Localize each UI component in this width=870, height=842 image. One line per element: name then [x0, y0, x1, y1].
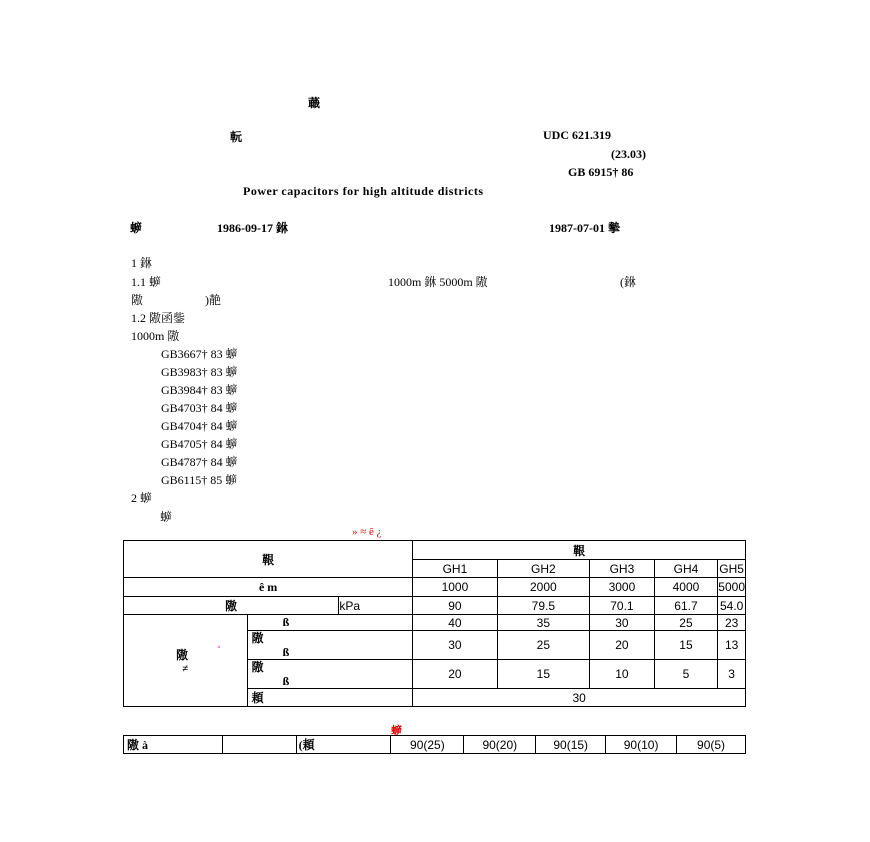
- table-cell: 20: [590, 631, 655, 660]
- standard-item: GB4704† 84 蝷: [161, 419, 238, 433]
- table-cell-empty: [222, 736, 296, 754]
- clause-1-2: 1.2 隞函鈭: [131, 311, 186, 325]
- row-label-text: 隞: [251, 631, 264, 645]
- table-cell: 90(10): [606, 736, 677, 754]
- table-cell: 90: [413, 597, 497, 615]
- row-label-annual: [247, 660, 413, 689]
- table-cell: 40: [413, 615, 497, 631]
- column-header: GH4: [654, 560, 718, 578]
- table-cell: 4000: [654, 578, 718, 597]
- table-cell: 90(15): [536, 736, 606, 754]
- row-label-max: ß: [247, 615, 413, 631]
- standard-item: GB3667† 83 蝷: [161, 347, 238, 361]
- standard-item: GB4703† 84 蝷: [161, 401, 238, 415]
- udc-subcode: (23.03): [611, 147, 646, 161]
- table-cell: 1000: [413, 578, 497, 597]
- table-cell: 5: [654, 660, 718, 689]
- section-2-subheading: 蝷: [160, 510, 173, 524]
- table-cell: 25: [654, 615, 718, 631]
- table-cell: 54.0: [718, 597, 746, 615]
- row-label-unit: ß: [282, 645, 290, 659]
- row-unit-pressure: kPa: [339, 597, 413, 615]
- humidity-table: [123, 735, 746, 754]
- row-label-humidity: 隞 à: [124, 736, 223, 754]
- clause-1-1-altitude: 1000m 銝 5000m 隞: [388, 275, 488, 289]
- table-cell: 13: [718, 631, 746, 660]
- row-label-daily: [247, 631, 413, 660]
- column-header: GH1: [413, 560, 497, 578]
- table-1-caption: » ≈ ê ¿: [352, 526, 382, 538]
- table-cell: 15: [497, 660, 590, 689]
- row-label-altitude: ê m: [124, 578, 413, 597]
- table-cell: 30: [413, 631, 497, 660]
- table-cell: 5000: [718, 578, 746, 597]
- udc-code: UDC 621.319: [543, 128, 611, 142]
- table-cell: 10: [590, 660, 655, 689]
- table-cell: 3000: [590, 578, 655, 597]
- table-cell: 25: [497, 631, 590, 660]
- section-1-heading: 1 銝: [131, 256, 153, 270]
- group-mark: °: [217, 644, 221, 653]
- table-cell: 70.1: [590, 597, 655, 615]
- table-cell: 2000: [497, 578, 590, 597]
- section-2-heading: 2 蝷: [131, 491, 153, 505]
- row-label-unit: ß: [282, 674, 290, 688]
- table-header-label: 鞎: [124, 541, 413, 578]
- column-header: GH3: [590, 560, 655, 578]
- table-cell-merged: 30: [413, 689, 746, 707]
- table-cell: 90(20): [464, 736, 536, 754]
- table-2-caption: 蝷: [391, 725, 402, 737]
- column-header: GH2: [497, 560, 590, 578]
- table-cell: 79.5: [497, 597, 590, 615]
- clause-1-1-paren: (銝: [620, 275, 636, 289]
- referenced-standards-list: [161, 345, 238, 489]
- group-label: 隞: [176, 648, 189, 662]
- row-group-temperature: [124, 615, 248, 707]
- document-title-english: Power capacitors for high altitude districts: [243, 184, 484, 198]
- clause-1-1: 1.1 蝷: [131, 275, 162, 289]
- table-cell: 90(5): [677, 736, 746, 754]
- table-cell: 3: [718, 660, 746, 689]
- table-header-grade: 鞎: [413, 541, 746, 560]
- group-sub-label: ≠: [182, 663, 189, 675]
- altitude-parameters-table: [123, 540, 746, 707]
- standard-category-glyph: 䡇: [230, 130, 243, 144]
- row-label-pressure: 隞: [124, 597, 339, 615]
- top-glyph: 蘵: [308, 96, 321, 110]
- row-label-min: 頛: [247, 689, 413, 707]
- table-cell: 90(25): [391, 736, 464, 754]
- dates-label: 蝷: [130, 221, 143, 235]
- standard-item: GB3983† 83 蝷: [161, 365, 238, 379]
- table-cell: 15: [654, 631, 718, 660]
- table-cell: 35: [497, 615, 590, 631]
- row-label-text: 隞: [251, 660, 264, 674]
- effective-date: 1987-07-01 摰: [549, 221, 620, 235]
- clause-1-2-cont: 1000m 隞: [131, 329, 180, 343]
- table-cell: 23: [718, 615, 746, 631]
- issue-date: 1986-09-17 銝: [217, 221, 288, 235]
- clause-1-1-end: )靘: [205, 293, 221, 307]
- clause-1-1-cont: 隞: [131, 293, 144, 307]
- standard-item: GB4705† 84 蝷: [161, 437, 238, 451]
- table-cell: 20: [413, 660, 497, 689]
- column-header: GH5: [719, 561, 744, 576]
- standard-item: GB6115† 85 蝷: [161, 473, 238, 487]
- gb-number: GB 6915† 86: [568, 165, 634, 179]
- standard-item: GB4787† 84 蝷: [161, 455, 238, 469]
- row-label-condition: (頛: [296, 736, 391, 754]
- table-cell: 61.7: [654, 597, 718, 615]
- table-cell: 30: [590, 615, 655, 631]
- standard-item: GB3984† 83 蝷: [161, 383, 238, 397]
